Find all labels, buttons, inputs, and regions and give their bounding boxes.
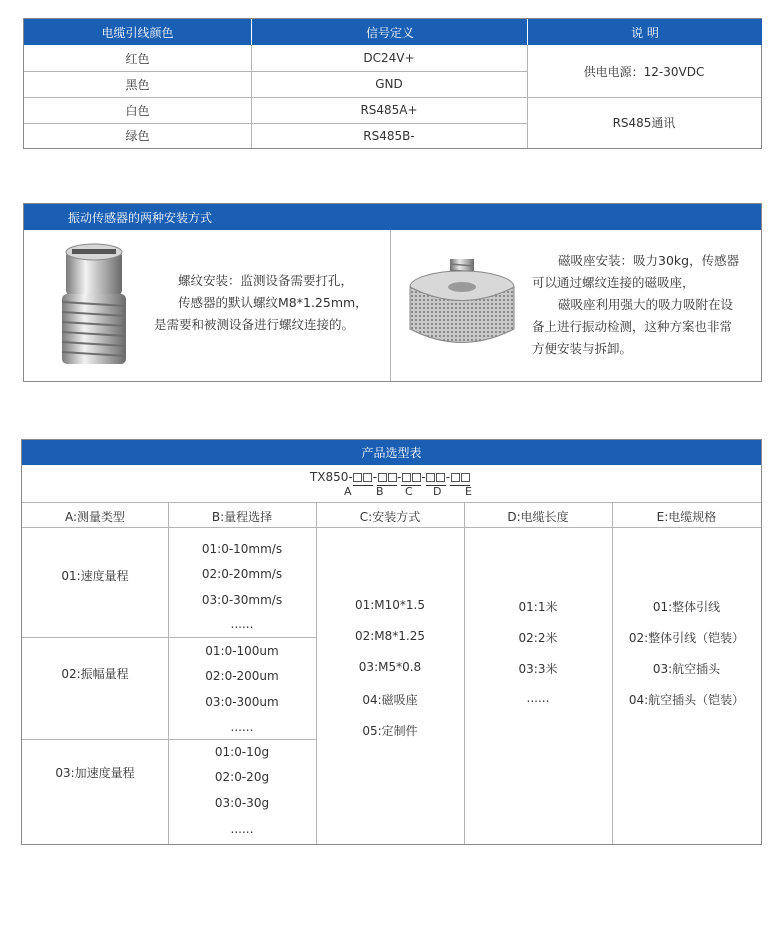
cable-wiring-table (23, 18, 762, 149)
row-signal: RS485B- (363, 128, 415, 143)
range-item: 01:0-100um (205, 644, 279, 658)
note-power: 供电电源：12-30VDC (583, 64, 705, 79)
selection-title: 产品选型表 (22, 440, 761, 465)
range-item: 03:0-30mm/s (201, 593, 283, 607)
code-letter: C (405, 485, 413, 498)
type-item: 03:加速度量程 (55, 766, 135, 780)
code-letter: D (433, 485, 442, 498)
row-signal: GND (375, 77, 403, 91)
col-header-range: B:量程选择 (211, 509, 273, 524)
col-header-length: D:电缆长度 (507, 509, 569, 524)
length-item: 03:3米 (518, 662, 558, 676)
spec-item: 02:整体引线（铠装） (628, 631, 745, 645)
range-item: 02:0-20mm/s (201, 567, 283, 581)
header-notes: 说 明 (527, 19, 762, 45)
note-rs485: RS485通讯 (612, 116, 676, 130)
row-color: 白色 (125, 103, 150, 118)
range-item: 01:0-10g (214, 745, 270, 759)
col-header-spec: E:电缆规格 (656, 509, 717, 524)
spec-item: 01:整体引线 (652, 600, 721, 614)
row-color: 黑色 (125, 77, 150, 92)
range-item: ...... (230, 617, 254, 631)
range-item: ...... (230, 822, 254, 836)
row-color: 红色 (125, 51, 150, 66)
col-header-install: C:安装方式 (359, 509, 421, 524)
range-item: 02:0-20g (214, 770, 270, 784)
screw-stud-image (44, 242, 144, 372)
type-item: 01:速度量程 (61, 569, 129, 583)
screw-mount-text: 螺纹安装：监测设备需要打孔， 传感器的默认螺纹M8*1.25mm， 是需要和被测设备进行螺纹连接的。 (154, 273, 368, 332)
spec-item: 04:航空插头（铠装） (628, 693, 745, 707)
mounting-title: 振动传感器的两种安装方式 (24, 204, 761, 230)
magnetic-mount-text: 磁吸座安装：吸力30kg，传感器 可以通过螺纹连接的磁吸座， 磁吸座利用强大的吸力吸附在设 备上进行振动检测，这种方案也非常 方便安装与拆卸。 (532, 253, 740, 356)
length-item: 01:1米 (518, 600, 558, 614)
col-header-type: A:测量类型 (64, 509, 126, 524)
header-cable-color: 电缆引线颜色 (24, 19, 251, 45)
code-letter: E (465, 485, 472, 498)
range-item: 03:0-30g (214, 796, 270, 810)
row-signal: DC24V+ (363, 51, 415, 65)
range-item: 02:0-200um (205, 669, 279, 683)
model-code: TX850- - - - - (0, 470, 780, 486)
install-item: 03:M5*0.8 (358, 660, 422, 674)
row-color: 绿色 (125, 129, 150, 143)
code-letter: B (376, 485, 384, 498)
code-letter: A (344, 485, 352, 498)
row-signal: RS485A+ (360, 103, 418, 117)
range-item: 03:0-300um (205, 695, 279, 709)
install-item: 04:磁吸座 (362, 693, 418, 707)
mounting-section (23, 203, 762, 382)
install-item: 05:定制件 (362, 724, 418, 738)
install-item: 01:M10*1.5 (354, 598, 426, 612)
type-item: 02:振幅量程 (61, 667, 129, 681)
length-item: 02:2米 (518, 631, 558, 645)
spec-item: 03:航空插头 (652, 662, 721, 676)
length-item: ...... (526, 691, 550, 705)
header-signal: 信号定义 (251, 19, 528, 45)
range-item: 01:0-10mm/s (201, 542, 283, 556)
install-item: 02:M8*1.25 (354, 629, 426, 643)
range-item: ...... (230, 720, 254, 734)
magnetic-base-image (402, 254, 527, 364)
